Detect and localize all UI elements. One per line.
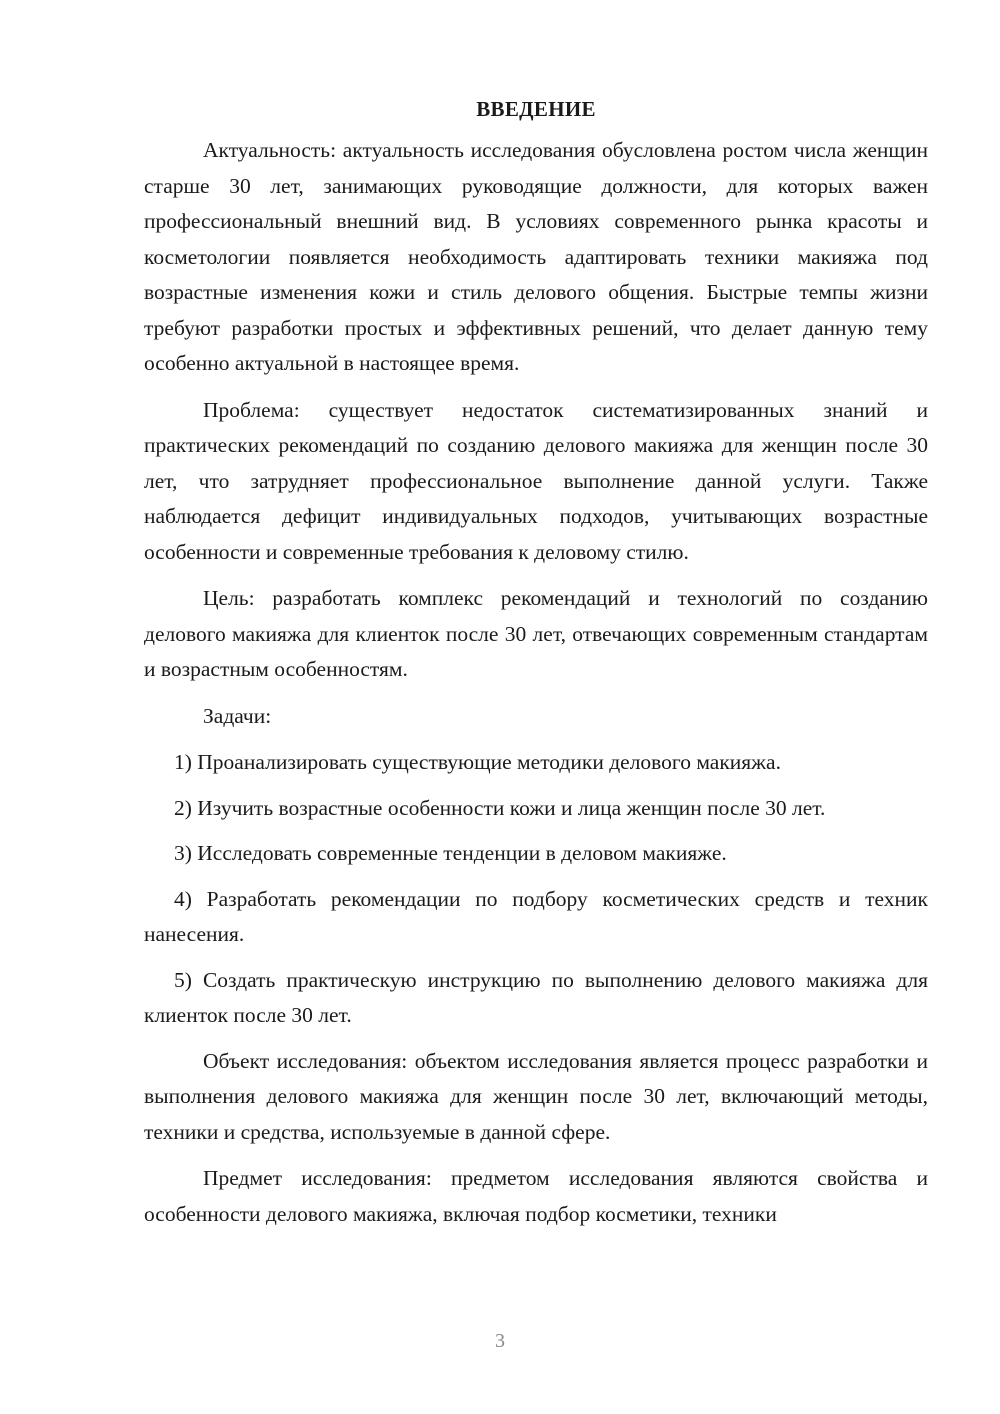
task-item: 1) Проанализировать существующие методики делового макияжа. [174,750,781,774]
tasks-list [144,745,928,1034]
task-item: 5) Создать практическую инструкцию по выполнению делового макияжа для клиенток после 30 лет. [144,967,928,1027]
task-item: 3) Исследовать современные тенденции в деловом макияже. [174,841,727,865]
paragraph-goal: Цель: разработать комплекс рекомендаций и технологий по созданию делового макияжа для клиенток после 30 лет, отвечающих современным стандартам и возрастным особенностям. [144,586,928,681]
page-title: ВВЕДЕНИЕ [476,97,596,121]
tasks-heading: Задачи: [203,703,272,728]
paragraph-subject: Предмет исследования: предметом исследования являются свойства и особенности делового макияжа, включая подбор косметики, техники [144,1166,928,1226]
task-item: 2) Изучить возрастные особенности кожи и лица женщин после 30 лет. [174,795,826,820]
page-number: 3 [495,1330,505,1352]
paragraph-object: Объект исследования: объектом исследования является процесс разработки и выполнения делового макияжа для женщин после 30 лет, включающий методы, техники и средства, используемые в данной сфере. [144,1048,928,1144]
paragraph-problem: Проблема: существует недостаток систематизированных знаний и практических рекомендаций по созданию делового макияжа для женщин после 30 лет, что затрудняет профессиональное выполнение данной услуги. Также наблюдается дефицит индивидуальных подходов, учитывающих возрастные особенности и современные требования к деловому стилю. [144,397,928,564]
task-item: 4) Разработать рекомендации по подбору косметических средств и техник нанесения. [144,886,928,946]
paragraph-relevance: Актуальность: актуальность исследования обусловлена ростом числа женщин старше 30 лет, занимающих руководящие должности, для которых важен профессиональный внешний вид. В условиях современного рынка красоты и косметологии появляется необходимость адаптировать техники макияжа под возрастные изменения кожи и стиль делового общения. Быстрые темпы жизни требуют разработки простых и эффективных решений, что делает данную тему особенно актуальной в настоящее время. [144,138,928,375]
document-page [144,92,928,1243]
